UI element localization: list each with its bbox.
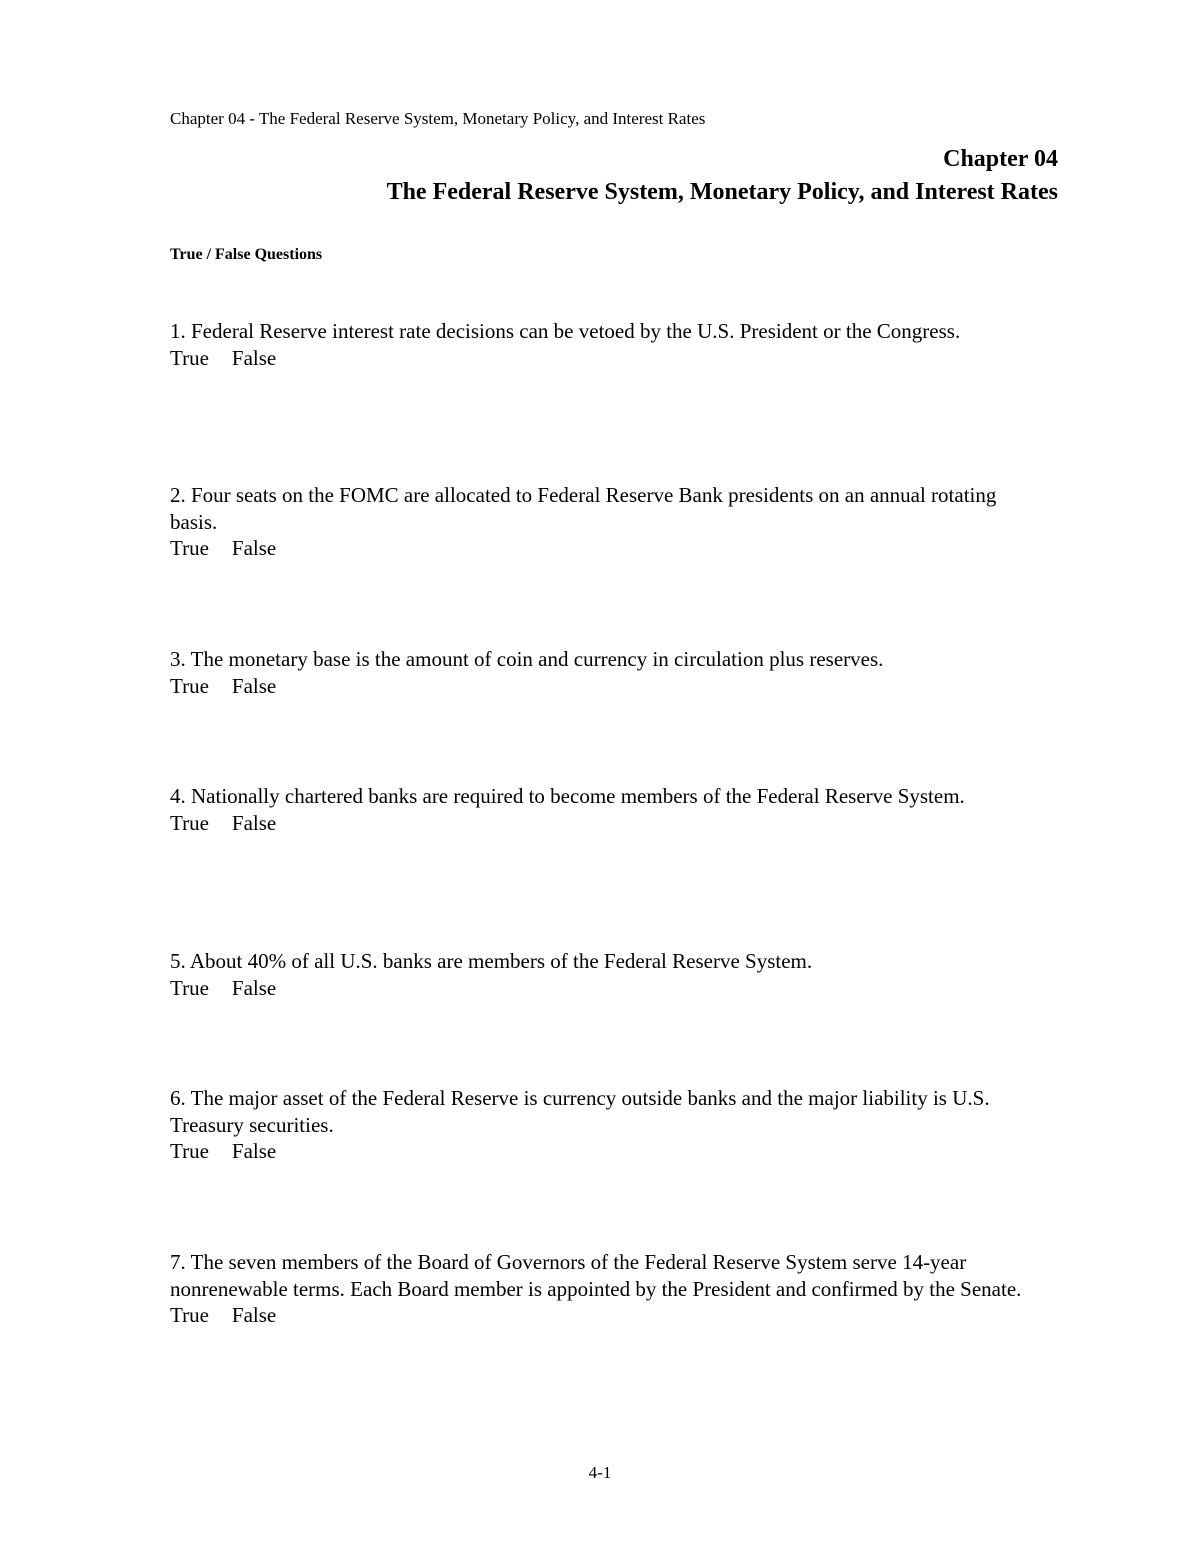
question-4 [170, 783, 1060, 836]
question-6 [170, 1085, 1060, 1165]
question-1 [170, 318, 1060, 371]
option-true[interactable]: True [170, 810, 209, 835]
option-true[interactable]: True [170, 673, 209, 698]
option-false[interactable]: False [231, 536, 277, 560]
option-false[interactable]: False [231, 1139, 277, 1163]
option-true[interactable]: True [170, 536, 209, 560]
question-text: 1. Federal Reserve interest rate decisions can be vetoed by the U.S. President or the Congress. [170, 319, 961, 343]
option-false[interactable]: False [231, 810, 277, 835]
question-text: 7. The seven members of the Board of Governors of the Federal Reserve System serve 14-year nonrenewable terms. Each Board member is appointed by the President and confirmed by the Senate. [170, 1250, 1022, 1301]
option-false[interactable]: False [231, 345, 277, 370]
chapter-number: Chapter 04 [943, 146, 1058, 172]
question-text: 4. Nationally chartered banks are required to become members of the Federal Reserve System. [170, 784, 965, 808]
chapter-title: The Federal Reserve System, Monetary Policy, and Interest Rates [386, 179, 1058, 205]
option-true[interactable]: True [170, 345, 209, 370]
option-false[interactable]: False [231, 1303, 277, 1327]
question-text: 5. About 40% of all U.S. banks are members of the Federal Reserve System. [170, 949, 813, 973]
section-heading: True / False Questions [170, 246, 323, 263]
answer-options [170, 1138, 1060, 1165]
option-false[interactable]: False [231, 975, 277, 1000]
question-2 [170, 482, 1060, 562]
question-text: 3. The monetary base is the amount of coin and currency in circulation plus reserves. [170, 647, 884, 671]
page-number: 4-1 [588, 1463, 612, 1482]
option-true[interactable]: True [170, 1303, 209, 1327]
answer-options [170, 975, 1060, 1002]
answer-options [170, 345, 1060, 372]
title-block [387, 144, 1058, 208]
option-false[interactable]: False [231, 673, 277, 698]
question-5 [170, 948, 1060, 1001]
answer-options [170, 673, 1060, 700]
option-true[interactable]: True [170, 1139, 209, 1163]
answer-options [170, 535, 1060, 562]
option-true[interactable]: True [170, 975, 209, 1000]
answer-options [170, 810, 1060, 837]
running-header: Chapter 04 - The Federal Reserve System, Monetary Policy, and Interest Rates [170, 109, 706, 128]
answer-options [170, 1302, 1060, 1329]
question-7 [170, 1249, 1060, 1329]
question-text: 2. Four seats on the FOMC are allocated to Federal Reserve Bank presidents on an annual rotating basis. [170, 483, 997, 534]
question-text: 6. The major asset of the Federal Reserve is currency outside banks and the major liability is U.S. Treasury securities. [170, 1086, 990, 1137]
question-3 [170, 646, 1060, 699]
